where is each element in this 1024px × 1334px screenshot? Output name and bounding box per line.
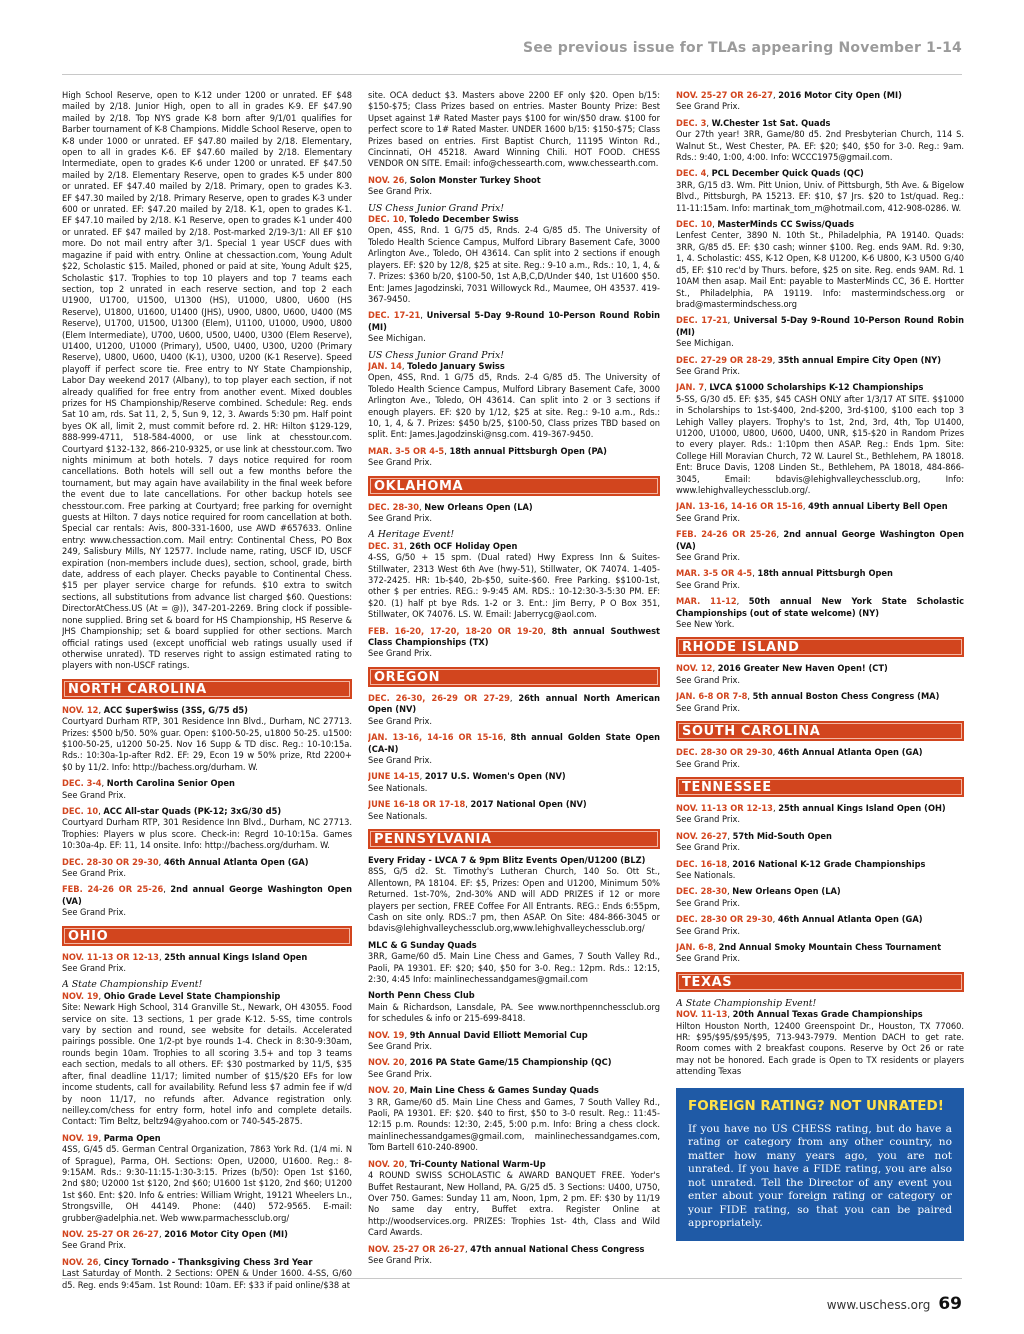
event-details: Our 27th year! 3RR, Game/80 d5. 2nd Presbyterian Church, 114 S. Walnut St., West Chester, PA. EF: $20; $40, $50 for 3-0. Reg.: 9am. Rds.: 9:40, 1:00, 4:00. Info: WCCC1975@gmail.com. — [676, 129, 964, 164]
event-listing — [62, 857, 352, 880]
event-details: See Grand Prix. — [676, 758, 741, 770]
event-listing — [676, 691, 964, 714]
event-listing — [368, 626, 660, 660]
event-date: NOV. 26 — [368, 174, 405, 186]
event-listing — [62, 778, 352, 801]
event-date: DEC. 17-21 — [676, 315, 728, 327]
event-heading: NOV. 11-13 OR 12-13, 25th annual Kings Island Open (OH) — [676, 802, 946, 814]
event-title: Universal 5-Day 9-Round 10-Person Round Robin (MI) — [368, 310, 660, 333]
event-listing — [676, 886, 964, 909]
event-title: PCL December Quick Quads (QC) — [711, 168, 864, 180]
event-listing — [676, 596, 964, 630]
event-listing — [676, 118, 964, 164]
event-title: Main Line Chess & Games Sunday Quads — [409, 1085, 599, 1097]
event-listing — [368, 855, 660, 935]
event-details: See Grand Prix. — [62, 907, 127, 919]
event-heading: MAR. 11-12, 50th annual New York State Scholastic Championships (out of state welcome) (NY) — [676, 596, 964, 619]
col1-sections — [62, 679, 352, 1291]
event-title: 18th annual Pittsburgh Open — [757, 568, 893, 580]
event-title: 2016 Motor City Open (MI) — [778, 90, 902, 101]
event-date: NOV. 19 — [368, 1029, 405, 1041]
event-heading: MAR. 3-5 OR 4-5, 18th annual Pittsburgh Open (PA) — [368, 445, 607, 457]
page-number: 69 — [938, 1294, 962, 1314]
event-heading: MAR. 3-5 OR 4-5, 18th annual Pittsburgh Open — [676, 568, 893, 580]
event-heading: NOV. 25-27 OR 26-27, 2016 Motor City Open (MI) — [676, 90, 902, 101]
event-listing — [676, 663, 964, 686]
event-details: Lenfest Center, 3890 N. 10th St., Philadelphia, PA 19140. Quads: 3RR, G/85 d5. EF: $30 cash; winner $100. Reg. ends 9AM. Rd. 9:30, 1, 4. Scholastic: 4SS, K-12 Open, K-8 U1200, K-6 U800, K-3 U500 G/40 d5, EF: $10 rec'd by Thurs. before, $25 on site. Reg. ends 9AM. Rd. 1 10AM then asap. Mail Ent: payable to MasterMinds CC, 36 E. Hortter St., Philadelphia, PA 19119. Info: mastermindschess.org or brad@mastermindschess.org — [676, 230, 964, 310]
event-details: 4-SS, G/50 + 15 spm. (Dual rated) Hwy Express Inn & Suites-Stillwater, 2313 West 6th Ave (hwy-51), Stillwater, OK 74074. 1-405-372-2425. HR: 1b-$40, 2b-$50, suite-$60. Free Parking. $$100-1st, other $ per entries. REG.: 9-9:45 AM. RDS.: 10-12:30-3-5:30 PM. EF: $20. (1) half pt bye Rds. 1-2 or 3. Ent.: Jim Berry, P O Box 351, Stillwater, OK 74076. LS. W. Email: Jaberrycg@aol.com. — [368, 552, 660, 621]
event-heading: NOV. 25-27 OR 26-27, 2016 Motor City Open (MI) — [62, 1228, 288, 1240]
event-date: FEB. 16-20, 17-20, 18-20 OR 19-20 — [368, 625, 544, 637]
page-footer — [827, 1294, 962, 1314]
event-date: NOV. 11-13 OR 12-13 — [62, 951, 159, 963]
event-details: See Grand Prix. — [676, 552, 741, 564]
event-title: ACC $uper$wiss (3SS, G/75 d5) — [103, 704, 248, 716]
event-listing — [676, 168, 964, 214]
event-details: See Grand Prix. — [676, 101, 741, 113]
bottom-divider — [62, 1278, 962, 1279]
event-listing — [368, 175, 660, 198]
event-date: MAR. 3-5 OR 4-5 — [368, 445, 445, 457]
event-date: JAN. 14 — [368, 360, 402, 372]
event-listing — [676, 355, 964, 378]
event-date: NOV. 19 — [62, 990, 99, 1002]
event-heading: NOV. 19, 9th Annual David Elliott Memorial Cup — [368, 1029, 588, 1041]
event-title: New Orleans Open (LA) — [732, 886, 841, 898]
event-details: See Grand Prix. — [62, 1240, 127, 1252]
event-date: JAN. 13-16, 14-16 OR 15-16 — [676, 501, 803, 513]
event-heading: JAN. 7, LVCA $1000 Scholarships K-12 Championships — [676, 382, 924, 394]
foreign-rating-body: If you have no US CHESS rating, but do have a rating or category from any other country, no matter how many years ago, you are not unrated. If you have a FIDE rating, you are also not unrated. Tell the Director of any event you enter about your foreign rating or category or your FIDE rating, so that you can be paired appropriately. — [688, 1122, 952, 1230]
event-tag: US Chess Junior Grand Prix! — [368, 202, 505, 214]
event-listing — [676, 315, 964, 349]
event-title: 25th annual Kings Island Open — [164, 951, 308, 963]
event-heading: DEC. 28-30 OR 29-30, 46th Annual Atlanta Open (GA) — [62, 856, 309, 868]
event-title: 46th Annual Atlanta Open (GA) — [163, 856, 309, 868]
state-header: OKLAHOMA — [368, 476, 660, 496]
event-heading: DEC. 3-4, North Carolina Senior Open — [62, 778, 235, 790]
event-title: 2016 Greater New Haven Open! (CT) — [717, 663, 888, 675]
event-title: 2017 U.S. Women's Open (NV) — [424, 771, 566, 783]
event-title: Toledo January Swiss — [407, 360, 505, 372]
event-listing — [676, 831, 964, 854]
event-title: Universal 5-Day 9-Round 10-Person Round Robin (MI) — [676, 315, 964, 338]
foreign-rating-heading: FOREIGN RATING? NOT UNRATED! — [688, 1097, 944, 1114]
event-details: See Grand Prix. — [676, 925, 741, 937]
event-date: DEC. 3-4 — [62, 778, 102, 790]
event-date: DEC. 27-29 OR 28-29 — [676, 354, 773, 366]
event-details: See Grand Prix. — [676, 579, 741, 591]
event-heading: DEC. 28-30 OR 29-30, 46th Annual Atlanta Open (GA) — [676, 747, 923, 759]
event-details: See Grand Prix. — [368, 186, 433, 198]
event-listing — [368, 1085, 660, 1153]
event-date: DEC. 28-30 OR 29-30 — [62, 856, 159, 868]
event-details: See Grand Prix. — [676, 512, 741, 524]
event-title: MasterMinds CC Swiss/Quads — [717, 219, 854, 231]
event-heading: NOV. 19, Parma Open — [62, 1132, 161, 1144]
event-listing — [368, 310, 660, 344]
event-date: DEC. 31 — [368, 540, 405, 552]
event-heading: DEC. 10, ACC All-star Quads (PK-12; 3xG/30 d5) — [62, 805, 282, 817]
event-date: NOV. 25-27 OR 26-27 — [676, 90, 773, 101]
event-listing — [368, 350, 660, 441]
event-listing — [62, 705, 352, 773]
foreign-rating-box — [676, 1088, 964, 1241]
event-listing — [62, 979, 352, 1127]
event-date: DEC. 10 — [62, 805, 99, 817]
event-date: DEC. 28-30 OR 29-30 — [676, 914, 773, 926]
event-title: ACC All-star Quads (PK-12; 3xG/30 d5) — [103, 805, 282, 817]
event-heading: NOV. 26, Solon Monster Turkey Shoot — [368, 174, 541, 186]
event-date: MAR. 11-12 — [676, 596, 737, 608]
event-date: DEC. 17-21 — [368, 310, 421, 322]
event-listing — [62, 806, 352, 852]
event-date: DEC. 28-30 — [676, 886, 728, 898]
event-details: See Grand Prix. — [368, 1068, 433, 1080]
event-heading: DEC. 17-21, Universal 5-Day 9-Round 10-Person Round Robin (MI) — [676, 315, 964, 338]
event-date: NOV. 20 — [368, 1085, 405, 1097]
event-listing — [676, 219, 964, 310]
event-title: 8th annual Golden State Open (CA-N) — [368, 732, 660, 755]
event-date: NOV. 20 — [368, 1057, 405, 1069]
event-details: See Nationals. — [368, 782, 428, 794]
event-listing — [62, 1257, 352, 1291]
event-heading: DEC. 17-21, Universal 5-Day 9-Round 10-Person Round Robin (MI) — [368, 310, 660, 333]
event-details: See Grand Prix. — [676, 674, 741, 686]
event-details: Last Saturday of Month. 2 Sections: OPEN & Under 1600. 4-SS, G/60 d5. Reg. ends 9:45am. 1st Round: 10am. EF: $33 if paid online/$38 at — [62, 1268, 352, 1291]
event-listing — [62, 1229, 352, 1252]
event-details: See Grand Prix. — [368, 715, 433, 727]
event-listing — [676, 501, 964, 524]
event-details: 4SS, G/45 d5. German Central Organization, 7863 York Rd. (1/4 mi. N of Sprague), Parma, OH. Sections: Open, U2000, U1600. Reg.: 8-9:15AM. Rds.: 9:30-11:15-1:30-3:15. Prizes (b/50): Open 1st $160, 2nd $80; U2000 1st $120, 2nd $60; U1600 1st $120, 2nd $60; U1200 1st $60. Ent: $20. Info & entries: William Wright, 19121 Wheelers Ln., Strongsville, OH 44149. Phone: (440) 572-9565. E-mail: grubber@adelphia.net. Web www.parmachessclub.org/ — [62, 1144, 352, 1224]
event-heading: NOV. 26-27, 57th Mid-South Open — [676, 830, 832, 842]
event-heading: NOV. 11-13 OR 12-13, 25th annual Kings Island Open — [62, 951, 308, 963]
event-details: See Grand Prix. — [368, 1254, 433, 1266]
event-tag: A State Championship Event! — [62, 979, 203, 991]
event-details: See Grand Prix. — [368, 648, 433, 660]
event-tag: A Heritage Event! — [368, 529, 455, 541]
event-title: 2nd Annual Smoky Mountain Chess Tournament — [718, 941, 942, 953]
event-listing — [676, 803, 964, 826]
event-title: 2nd annual George Washington Open (VA) — [676, 529, 964, 552]
event-details: See Grand Prix. — [62, 963, 127, 975]
top-divider — [62, 74, 962, 75]
event-details: See Michigan. — [368, 333, 426, 345]
event-details: See Nationals. — [368, 810, 428, 822]
event-details: See New York. — [676, 619, 735, 631]
event-details: See Grand Prix. — [368, 457, 433, 469]
event-details: Site: Newark High School, 314 Granville St., Newark, OH 43055. Food service on site. 13 sections, 1 per grade K-12. 5-SS, time controls vary by section and round, see website for details. Accelerated pairings possible. One 1/2-pt bye rounds 1-4. Check in 8:30-9:30am, rounds begin 10am. Trophies to all scoring 3.5+ and top 3 teams each section, medals to all others. EF: $30 postmarked by 11/5, $35 after, final deadline 11/17; limited number of $15/$20 EFs for low income students, call for availability. Refund less $7 admin fee if w/d by noon 11/17, no refunds after. Advance registration only. neilley.com/chess for entry form, hotel info and complete details. Contact: Tim Beltz, beltz94@yahoo.com or 740-545-2875. — [62, 1002, 352, 1128]
state-header: SOUTH CAROLINA — [676, 721, 964, 741]
event-heading: DEC. 10, MasterMinds CC Swiss/Quads — [676, 219, 854, 231]
event-listing — [368, 799, 660, 822]
event-details: 3RR, G/15 d3. Wm. Pitt Union, Univ. of Pittsburgh, 5th Ave. & Bigelow Blvd., Pittsburgh, PA 15213. EF: $10, $7 Jrs. $20 to 1st/quad. Reg.: 11-11:15am. Info: martinak_tom_m@hotmail.com, 412-908-0286. W. — [676, 179, 964, 214]
event-title: 18th annual Pittsburgh Open (PA) — [449, 445, 607, 457]
event-heading: DEC. 31, 26th OCF Holiday Open — [368, 540, 518, 552]
event-details: See Grand Prix. — [676, 365, 741, 377]
event-heading: JAN. 6-8, 2nd Annual Smoky Mountain Chess Tournament — [676, 941, 942, 953]
state-header: RHODE ISLAND — [676, 637, 964, 657]
event-listing — [676, 382, 964, 496]
event-listing — [368, 446, 660, 469]
state-header: TENNESSEE — [676, 777, 964, 797]
event-title: MLC & G Sunday Quads — [368, 939, 477, 951]
event-title: Toledo December Swiss — [409, 214, 519, 226]
event-details: See Grand Prix. — [368, 1041, 433, 1053]
event-date: NOV. 25-27 OR 26-27 — [368, 1243, 465, 1255]
col3-sections — [676, 90, 964, 1078]
event-title: 26th annual North American Open (NV) — [368, 692, 660, 716]
event-date: JUNE 14-15 — [368, 771, 420, 783]
event-title: 2016 National K-12 Grade Championships — [732, 858, 926, 870]
event-details: See Grand Prix. — [62, 789, 127, 801]
event-listing — [368, 940, 660, 986]
continued-listing — [62, 90, 352, 672]
event-title: 20th Annual Texas Grade Championships — [732, 1009, 923, 1021]
event-heading: JAN. 13-16, 14-16 OR 15-16, 49th annual Liberty Bell Open — [676, 501, 948, 513]
event-title: North Penn Chess Club — [368, 990, 475, 1002]
event-title: 2017 National Open (NV) — [470, 799, 587, 811]
event-title: Solon Monster Turkey Shoot — [409, 174, 541, 186]
issue-banner: See previous issue for TLAs appearing November 1-14 — [523, 40, 962, 56]
event-details: Courtyard Durham RTP, 301 Residence Inn Blvd., Durham, NC 27713. Trophies: Players w plus score. Check-in: Regrd 10-10:15a. Games 10:30a-4p. EF: 11, 14 onsite. Info: http://bachess.org/durham. W. — [62, 817, 352, 852]
event-heading: FEB. 16-20, 17-20, 18-20 OR 19-20, 8th annual Southwest Class Championships (TX) — [368, 625, 660, 649]
state-header: PENNSYLVANIA — [368, 829, 660, 849]
event-title: 50th annual New York State Scholastic Championships (out of state welcome) (NY) — [676, 596, 964, 619]
event-listing — [368, 529, 660, 620]
event-details: See Grand Prix. — [62, 868, 127, 879]
event-heading: JUNE 14-15, 2017 U.S. Women's Open (NV) — [368, 771, 566, 783]
event-title: 9th Annual David Elliott Memorial Cup — [409, 1029, 588, 1041]
event-title: 49th annual Liberty Bell Open — [808, 501, 948, 513]
event-date: DEC. 10 — [676, 219, 713, 231]
event-title: 46th Annual Atlanta Open (GA) — [777, 914, 923, 926]
event-date: NOV. 26 — [62, 1256, 99, 1268]
event-date: JUNE 16-18 OR 17-18 — [368, 799, 466, 811]
event-details: 5-SS, G/30 d5. EF: $35, $45 CASH ONLY after 1/3/17 AT SITE. $$1000 in Scholarships to 1st-$400, 2nd-$200, 3rd-$100, $100 each top 3 Lehigh Valley players. Trophy's to 1st, 2nd, 3rd, 4th, Top U1400, U1200, U1000, U800, U600, U400, UNR, $15-$20 in Random Prizes to every player. Rds.: 1:10pm then ASAP. Reg.: Ends 1pm. Site: College Hill Moravian Church, 72 W. Laurel St., Bethlehem, PA 18018. Ent: Bruce Davis, 1208 Linden St., Bethlehem, PA 18018, 484-866-3045, Email: bdavis@lehighvalleychessclub.org, Info: www.lehighvalleychessclub.org/. — [676, 393, 964, 496]
event-listing — [368, 1057, 660, 1080]
event-date: DEC. 28-30 — [368, 501, 420, 513]
event-heading: DEC. 28-30, New Orleans Open (LA) — [676, 886, 841, 898]
event-heading: FEB. 24-26 OR 25-26, 2nd annual George Washington Open (VA) — [62, 884, 352, 907]
event-title: Ohio Grade Level State Championship — [103, 990, 281, 1002]
event-listing — [62, 884, 352, 918]
footer-site[interactable]: www.uschess.org — [826, 1298, 931, 1312]
event-details: See Grand Prix. — [676, 897, 741, 909]
event-date: MAR. 3-5 OR 4-5 — [676, 568, 753, 580]
event-heading: JAN. 13-16, 14-16 OR 15-16, 8th annual Golden State Open (CA-N) — [368, 732, 660, 755]
event-title: W.Chester 1st Sat. Quads — [711, 117, 831, 129]
event-date: DEC. 26-30, 26-29 OR 27-29 — [368, 692, 510, 704]
event-heading: NOV. 12, ACC $uper$wiss (3SS, G/75 d5) — [62, 704, 248, 716]
event-heading: DEC. 26-30, 26-29 OR 27-29, 26th annual North American Open (NV) — [368, 692, 660, 716]
event-details: See Grand Prix. — [368, 513, 433, 524]
event-title: 46th Annual Atlanta Open (GA) — [777, 747, 923, 759]
column-1 — [62, 90, 352, 1296]
event-heading: DEC. 10, Toledo December Swiss — [368, 214, 519, 226]
event-listing — [676, 859, 964, 882]
column-2 — [368, 90, 660, 1271]
event-listing — [62, 1133, 352, 1224]
event-date: NOV. 12 — [62, 704, 99, 716]
event-title: Tri-County National Warm-Up — [409, 1158, 546, 1170]
event-listing — [368, 732, 660, 766]
event-tag: US Chess Junior Grand Prix! — [368, 349, 505, 361]
continued-text: site. OCA deduct $3. Masters above 2200 EF only $20. Open b/15: $150-$75; Class Prizes based on entries. Master Bounty Prize: Best Upset against 1# Rated Master pays $100 for win/$50 draw. $100 for perfect score to 1# Rated Master. UNDER 1600 b/15: $150-$75; Class Prizes based on entries. First Baptist Church, 11195 Winton Rd., Cincinnati, OH 45218. Award Winning Chili. HOT FOOD. CHESS VENDOR ON SITE. Email: info@chessearth.com, www.chessearth.com. — [368, 90, 660, 170]
event-listing — [368, 1159, 660, 1239]
event-listing — [368, 203, 660, 306]
event-details: See Grand Prix. — [676, 814, 741, 826]
state-header: TEXAS — [676, 972, 964, 992]
event-details: Hilton Houston North, 12400 Greenspoint Dr., Houston, TX 77060. HR: $95/$95/$95/$95, 713-943-7979. Mention DACH to get rate. Room comes with 2 breakfast coupons. Reserve by Oct 26 or rate may not be honored. Each grade is Open to TX residents or players attending Texas — [676, 1020, 964, 1078]
event-title: 8th annual Southwest Class Championships (TX) — [368, 625, 660, 649]
event-title: 2016 Motor City Open (MI) — [164, 1228, 288, 1240]
event-title: 5th annual Boston Chess Congress (MA) — [752, 691, 940, 703]
event-listing — [62, 952, 352, 975]
event-date: JAN. 6-8 — [676, 941, 714, 953]
event-details: See Grand Prix. — [676, 702, 741, 714]
event-heading: JAN. 14, Toledo January Swiss — [368, 360, 505, 372]
event-details: See Nationals. — [676, 869, 736, 881]
continued-text: High School Reserve, open to K-12 under 1200 or unrated. EF $48 mailed by 2/18. Junior High, open to all in grades K-9. EF $47.90 mailed by 2/18. Top NYS grade K-8 born after 9/1/01 qualifies for Barber tournament of K-8 Champions. Middle School Reserve, open to K-8 under 1000 or unrated. EF $47.80 mailed by 2/18. Elementary, open to all in grades K-6. EF $47.60 mailed by 2/18. Elementary Intermediate, open to grades K-6 under 1200 or unrated. EF $47.50 mailed by 2/18. Elementary Reserve, open to grades K-5 under 800 or unrated. EF $47.40 mailed by 2/18. Primary, open to grades K-3. EF $47.30 mailed by 2/18. Primary Reserve, open to grades K-3 under 600 or unrated. EF: $47.20 mailed by 2/18. K-1, open to grades K-1. EF $47.10 mailed by 2/18. K-1 Reserve, open to grades K-1 under 400 or unrated. EF $47 mailed by 2/18. Post-marked 2/19-3/1: All EF $10 more. Do not mail entry after 3/1. Special 1 year USCF dues with magazine if paid with entry. Online at chessaction.com, Young Adult $22, Scholastic $15. Mailed, phoned or paid at site, Young Adult $25, Scholastic $17. Trophies to top 10 players and top 7 teams each section, top 2 unrated in each reserve section, and top 2 each U1900, U1700, U1500, U1300 (HS), U1000, U800, U600 (HS Reserve), U1800, U1600, U1400 (JHS), U900, U800, U600, U400 (MS Reserve), U1700, U1500, U1300 (Elem), U1100, U1000, U900, U800 (Elem Intermediate), U700, U600, U500, U400, U300 (Elem Reserve), U1400, U1200, U1000 (Primary), U500, U400, U300, U200 (Primary Reserve), U800, U600, U400 (K-1), U300, U200 (K-1 Reserve). Speed playoff if perfect score tie. Free entry to NY State Championship, Labor Day weekend 2017 (Albany), to top player each section, if not already qualified for free entry from another event. Mixed doubles prizes for HS Championship/Reserve combined. Schedule: Reg. ends Sat 10 am, rds. Sat 11, 2, 5, Sun 9, 12, 3. Awards 5:30 pm. Half point byes OK all, limit 2, must commit before rd. 2. HR: Hilton $129-129, 888-999-4711, 518-584-4000, or use link at chesstour.com. Courtyard $132-132, 866-210-9325, or use link at chesstour.com. Two nights minimum at both hotels. 7 days notice required for room cancellations. Both hotels will sell out a few months before the tournament, but may again have availability in the final week before the event due to late cancellations. For other backup hotels see chesstour.com. Free parking at Courtyard; free parking for overnight guests at Hilton. 7 days notice required for room cancellation at both. Special car rentals: Avis, 800-331-1600, use AWD #657633. Online entry: www.chessaction.com. Mail entry: Continental Chess, PO Box 249, Salisbury Mills, NY 12577. Include name, rating, USCF ID, USCF expiration (non-members include dues), section, school, grade, birth date, address of each player. Checks payable to Continental Chess. $15 per player service charge for refunds. $10 extra to switch sections, all substitutions from advance list charged $60. Questions: DirectorAtChess.US (At = @)), 347-201-2269. Bring clock if possible- none supplied. Bring set & board for HS Championship, HS Reserve & JHS Championship; set & board supplied for other sections. March official ratings used (except unofficial web ratings usually used if otherwise unrated). TD reserves right to assign estimated rating to players with non-USCF ratings. — [62, 90, 352, 672]
event-details: 4 ROUND SWISS SCHOLASTIC & AWARD BANQUET FREE. Yoder's Buffet Restaurant, New Holland, PA. G/25 d5. 3 Sections: U400, U750, Over 750. Games: Sunday 11 am, Noon, 1pm, 2 pm. EF: $30 by 11/19 No same day entry, Buffet extra. Register Online at http://woodservices.org. PRIZES: Trophies 1st- 4th, Class and Wild Card Awards. — [368, 1170, 660, 1239]
continued-listing — [368, 90, 660, 170]
event-date: FEB. 24-26 OR 25-26 — [62, 884, 164, 896]
event-date: NOV. 12 — [676, 663, 713, 675]
event-title: Cincy Tornado - Thanksgiving Chess 3rd Year — [103, 1256, 313, 1268]
event-date: DEC. 16-18 — [676, 858, 728, 870]
event-date: NOV. 11-13 OR 12-13 — [676, 802, 773, 814]
event-date: NOV. 25-27 OR 26-27 — [62, 1228, 159, 1240]
event-heading: FEB. 24-26 OR 25-26, 2nd annual George Washington Open (VA) — [676, 529, 964, 552]
event-title: 2nd annual George Washington Open (VA) — [62, 884, 352, 907]
event-heading — [368, 855, 660, 866]
event-date: NOV. 11-13 — [676, 1009, 728, 1021]
event-listing — [368, 502, 660, 525]
event-title: 25th annual Kings Island Open (OH) — [778, 802, 946, 814]
event-title: LVCA $1000 Scholarships K-12 Championships — [709, 382, 924, 394]
event-date: DEC. 3 — [676, 117, 707, 129]
event-heading: NOV. 20, Main Line Chess & Games Sunday Quads — [368, 1085, 599, 1097]
event-details: See Grand Prix. — [676, 842, 741, 854]
event-heading: DEC. 16-18, 2016 National K-12 Grade Championships — [676, 858, 926, 870]
event-title: 35th annual Empire City Open (NY) — [777, 354, 942, 366]
event-date: JAN. 7 — [676, 382, 705, 394]
event-heading: NOV. 11-13, 20th Annual Texas Grade Championships — [676, 1009, 923, 1021]
event-heading: NOV. 26, Cincy Tornado - Thanksgiving Chess 3rd Year — [62, 1256, 313, 1268]
event-details: 8SS, G/5 d2. St. Timothy's Lutheran Church, 140 So. Ott St., Allentown, PA 18104. EF: $5, Prizes: Open and U1200, Minimum 50% Returned. 1st-70%, 2nd-30% AND will ADD PRIZES if 12 or more players per section, FREE Coffee For All Entrants. REG.: Ends 6:55pm, Cash on site only. RDS.:7 pm, then ASAP. On Site: 484-866-3045 or bdavis@lehighvalleychessclub.org,www.lehighvalleychessclub.org/ — [368, 866, 660, 935]
column-3 — [676, 90, 964, 1241]
event-listing — [676, 90, 964, 113]
event-details: Main & Richardson, Lansdale, PA. See www.northpennchessclub.org for schedules & info or 215-699-8418. — [368, 1001, 660, 1025]
event-tag: A State Championship Event! — [676, 997, 817, 1009]
event-heading: JUNE 16-18 OR 17-18, 2017 National Open (NV) — [368, 799, 587, 811]
event-details: See Grand Prix. — [368, 754, 433, 766]
event-date: FEB. 24-26 OR 25-26 — [676, 529, 777, 541]
event-details: 3RR, Game/60 d5. Main Line Chess and Games, 7 South Valley Rd., Paoli, PA 19301. EF: $20; $40, $50 for 3-0. Reg.: 12pm. Rds.: 12:15, 2:30, 4:45 Info: mainlinechessandgames@gmail.com — [368, 951, 660, 985]
event-heading: DEC. 28-30, New Orleans Open (LA) — [368, 501, 533, 513]
event-title: North Carolina Senior Open — [106, 778, 235, 790]
event-date: JAN. 6-8 OR 7-8 — [676, 691, 748, 703]
event-date: NOV. 19 — [62, 1132, 99, 1144]
event-date: DEC. 4 — [676, 168, 707, 180]
event-listing — [676, 747, 964, 770]
event-heading: NOV. 19, Ohio Grade Level State Championship — [62, 990, 281, 1002]
event-heading: DEC. 28-30 OR 29-30, 46th Annual Atlanta Open (GA) — [676, 914, 923, 926]
event-listing — [368, 990, 660, 1024]
state-header: OREGON — [368, 667, 660, 687]
event-details: 3 RR, Game/60 d5. Main Line Chess and Games, 7 South Valley Rd., Paoli, PA 19301. EF: $20. $40 to first, $50 to 3-0 result. Reg.: 11:45-12:15 p.m. Rounds: 12:30, 2:45, 5:00 p.m. Info: Bring a chess clock. mainlinechessandgames@gmail.com, mainlinechessandgames.com, Tom Bartell 610-240-8900. — [368, 1096, 660, 1154]
event-heading: NOV. 20, Tri-County National Warm-Up — [368, 1158, 546, 1170]
event-listing — [676, 529, 964, 563]
event-date: DEC. 28-30 OR 29-30 — [676, 747, 773, 759]
event-listing — [368, 1030, 660, 1053]
state-header: NORTH CAROLINA — [62, 679, 352, 699]
event-title: 2016 PA State Game/15 Championship (QC) — [409, 1057, 612, 1069]
event-details: Open, 4SS, Rnd. 1 G/75 d5, Rnds. 2-4 G/85 d5. The University of Toledo Health Science Campus, Mulford Library Basement Cafe, 3000 Arlington Ave., Toledo, OH 43614. Can split into 2 or 3 sections if enough players. EF: $20 by 1/12, $25 at site. Reg.: 9-10 a.m., Rds.: 10, 1, 4, & 7. Prizes: $450 b/25, $100-50, Class prizes TBD based on split. Ent: James.Jagodzinski@nsg.com. 419-367-9450. — [368, 372, 660, 441]
event-heading: NOV. 12, 2016 Greater New Haven Open! (CT) — [676, 663, 888, 675]
event-date: DEC. 10 — [368, 214, 405, 226]
event-title: Every Friday - LVCA 7 & 9pm Blitz Events Open/U1200 (BLZ) — [368, 854, 646, 866]
event-listing — [676, 998, 964, 1078]
event-details: Courtyard Durham RTP, 301 Residence Inn Blvd., Durham, NC 27713. Prizes: $500 b/50. 50% guar. Open: $100-50-25, u1800 50-25. u1500: $100-50-25, u1200 50-25. Nov 16 Supp & TD disc. Reg.: 10-10:15a. Rds.: 10:30a-1p-after Rd2. EF: 29, Econ 19 w 50% prize, Rtd 2200+ $0 by 11/2. Info: http://bachess.org/durham. W. — [62, 716, 352, 773]
event-heading: DEC. 4, PCL December Quick Quads (QC) — [676, 168, 864, 180]
event-details: See Grand Prix. — [676, 953, 741, 965]
event-title: 57th Mid-South Open — [732, 830, 832, 842]
event-details: Open, 4SS, Rnd. 1 G/75 d5, Rnds. 2-4 G/85 d5. The University of Toledo Health Science Campus, Mulford Library Basement Cafe, 3000 Arlington Ave., Toledo, OH 43614. Can split into 2 sections if enough players. EF: $20 by 12/8, $25 at site. Reg.: 9-10 a.m., Rds.: 10, 1, 4, & 7. Prizes: $360 b/20, $100-50, 1st A,B,C,D/Under $40, 1st U1600 $50. Ent: James Jagodzinski, 7031 Willowyck Rd., Maumee, OH 43537. 419-367-9450. — [368, 225, 660, 305]
event-listing — [368, 693, 660, 727]
event-listing — [676, 942, 964, 965]
event-date: NOV. 26-27 — [676, 830, 728, 842]
event-heading — [368, 990, 660, 1001]
state-header: OHIO — [62, 926, 352, 946]
col2-sections — [368, 175, 660, 1267]
event-heading: DEC. 27-29 OR 28-29, 35th annual Empire City Open (NY) — [676, 354, 942, 366]
event-heading: DEC. 3, W.Chester 1st Sat. Quads — [676, 117, 831, 129]
event-listing — [676, 568, 964, 591]
event-heading — [368, 940, 660, 951]
event-listing — [368, 1244, 660, 1267]
event-title: 47th annual National Chess Congress — [470, 1243, 645, 1255]
event-details: See Michigan. — [676, 338, 734, 350]
event-heading: JAN. 6-8 OR 7-8, 5th annual Boston Chess Congress (MA) — [676, 691, 940, 703]
event-title: New Orleans Open (LA) — [424, 501, 533, 513]
event-listing — [368, 771, 660, 794]
event-listing — [676, 914, 964, 937]
event-date: NOV. 20 — [368, 1158, 405, 1170]
event-title: 26th OCF Holiday Open — [409, 540, 518, 552]
event-heading: NOV. 20, 2016 PA State Game/15 Championship (QC) — [368, 1057, 612, 1069]
event-heading: NOV. 25-27 OR 26-27, 47th annual National Chess Congress — [368, 1243, 645, 1255]
event-title: Parma Open — [103, 1132, 161, 1144]
event-date: JAN. 13-16, 14-16 OR 15-16 — [368, 732, 504, 744]
